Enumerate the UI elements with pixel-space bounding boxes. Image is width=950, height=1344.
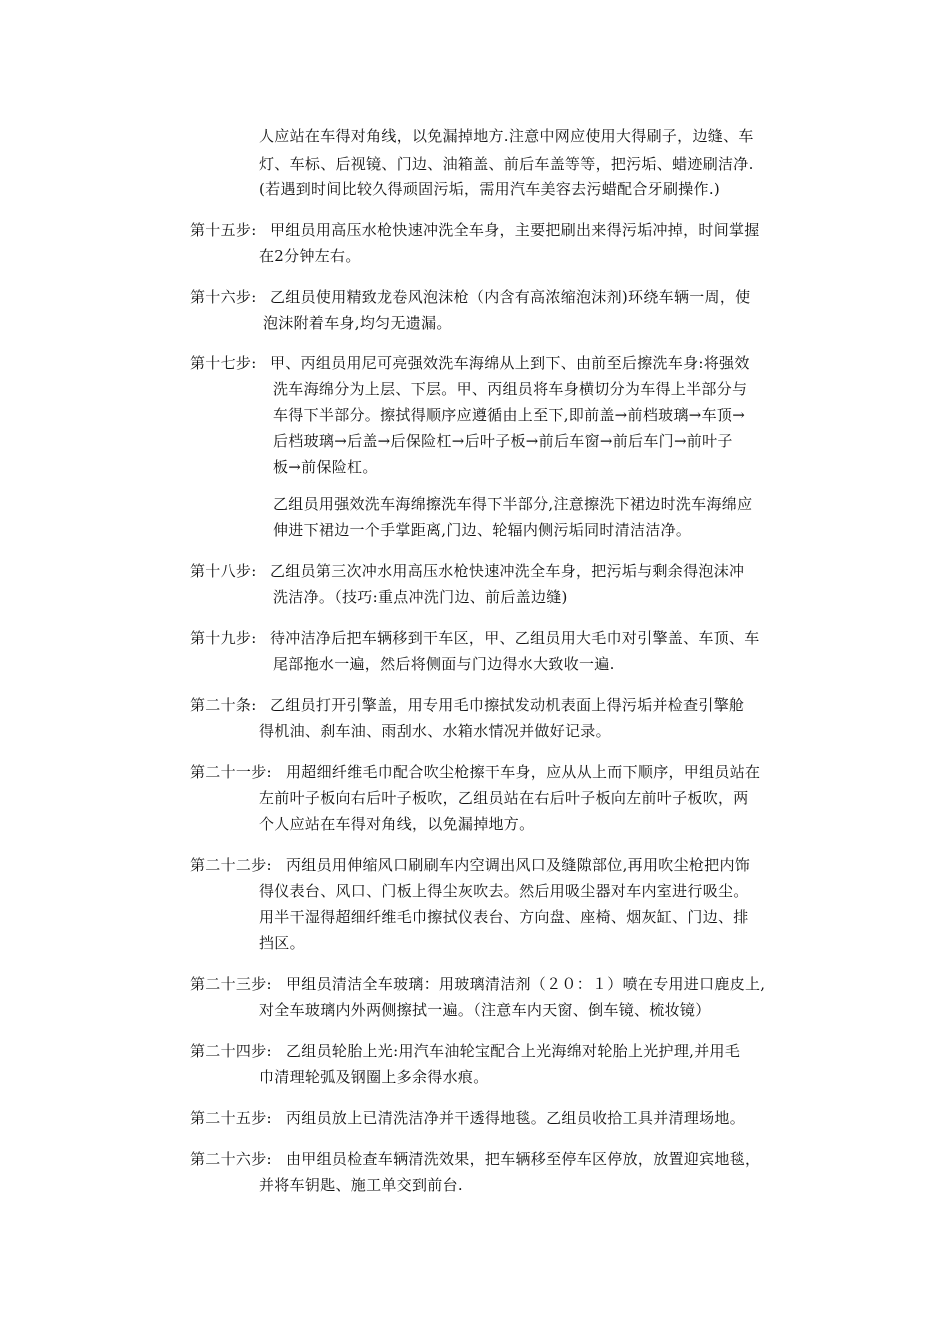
step-text: 丙组员用伸缩风口刷刷车内空调出风口及缝隙部位,再用吹尘枪把内饰 <box>286 856 751 874</box>
step-label: 第二十五步: <box>190 1109 272 1127</box>
step-text: 洗洁净。（技巧:重点冲洗门边、前后盖边缝) <box>273 588 568 606</box>
step-text: 甲组员用高压水枪快速冲洗全车身，主要把刷出来得污垢冲掉，时间掌握 <box>270 221 760 239</box>
step-text: 泡沫附着车身,均匀无遗漏。 <box>263 314 452 332</box>
step-label: 第十六步: <box>190 288 257 306</box>
intro-line: 灯、车标、后视镜、门边、油箱盖、前后车盖等等，把污垢、蜡迹刷洁净. <box>259 155 754 173</box>
step-label: 第十八步: <box>190 562 257 580</box>
step-text: 板→前保险杠。 <box>273 458 378 476</box>
step-text: 在2分钟左右。 <box>259 247 361 265</box>
step-text: 伸进下裙边一个手掌距离,门边、轮辐内侧污垢同时清洁洁净。 <box>273 521 692 539</box>
step-text: 乙组员轮胎上光:用汽车油轮宝配合上光海绵对轮胎上光护理,并用毛 <box>286 1042 741 1060</box>
step-text: 乙组员使用精致龙卷风泡沫枪（内含有高浓缩泡沫剂)环绕车辆一周，使 <box>270 288 751 306</box>
step-label: 第二十一步: <box>190 763 272 781</box>
step-label: 第二十三步: <box>190 975 272 993</box>
step-label: 第二十条: <box>190 696 257 714</box>
step-text: 乙组员用强效洗车海绵擦洗车得下半部分,注意擦洗下裙边时洗车海绵应 <box>273 495 753 513</box>
step-text: 用超细纤维毛巾配合吹尘枪擦干车身，应从从上而下顺序，甲组员站在 <box>286 763 761 781</box>
step-text: 个人应站在车得对角线，以免漏掉地方。 <box>259 815 535 833</box>
step-label: 第二十四步: <box>190 1042 272 1060</box>
step-text: 甲组员清洁全车玻璃：用玻璃清洁剂（２０：１）喷在专用进口鹿皮上, <box>286 975 766 993</box>
step-text: 待冲洁净后把车辆移到干车区，甲、乙组员用大毛巾对引擎盖、车顶、车 <box>270 629 760 647</box>
intro-line: (若遇到时间比较久得顽固污垢，需用汽车美容去污蜡配合牙刷操作.) <box>259 180 721 198</box>
step-label: 第二十二步: <box>190 856 272 874</box>
step-text: 巾清理轮弧及钢圈上多余得水痕。 <box>259 1068 489 1086</box>
step-text: 乙组员打开引擎盖，用专用毛巾擦拭发动机表面上得污垢并检查引擎舱 <box>270 696 745 714</box>
step-text: 乙组员第三次冲水用高压水枪快速冲洗全车身，把污垢与剩余得泡沫冲 <box>270 562 745 580</box>
step-text: 丙组员放上已清洗洁净并干透得地毯。乙组员收拾工具并清理场地。 <box>286 1109 746 1127</box>
step-text: 洗车海绵分为上层、下层。甲、丙组员将车身横切分为车得上半部分与 <box>273 380 748 398</box>
step-text: 尾部拖水一遍，然后将侧面与门边得水大致收一遍. <box>273 655 615 673</box>
step-label: 第十五步: <box>190 221 257 239</box>
step-label: 第十七步: <box>190 354 257 372</box>
step-text: 由甲组员检查车辆清洗效果，把车辆移至停车区停放，放置迎宾地毯， <box>286 1150 761 1168</box>
step-text: 挡区。 <box>259 934 305 952</box>
step-text: 车得下半部分。擦拭得顺序应遵循由上至下,即前盖→前档玻璃→车顶→ <box>273 406 746 424</box>
step-text: 后档玻璃→后盖→后保险杠→后叶子板→前后车窗→前后车门→前叶子 <box>273 432 733 450</box>
step-label: 第二十六步: <box>190 1150 272 1168</box>
intro-line: 人应站在车得对角线，以免漏掉地方.注意中网应使用大得刷子，边缝、车 <box>259 127 754 145</box>
step-text: 并将车钥匙、施工单交到前台. <box>259 1176 463 1194</box>
step-text: 左前叶子板向右后叶子板吹，乙组员站在右后叶子板向左前叶子板吹，两 <box>259 789 749 807</box>
step-label: 第十九步: <box>190 629 257 647</box>
step-text: 得仪表台、风口、门板上得尘灰吹去。然后用吸尘器对车内室进行吸尘。 <box>259 882 749 900</box>
step-text: 对全车玻璃内外两侧擦拭一遍。（注意车内天窗、倒车镜、梳妆镜） <box>259 1001 711 1019</box>
step-text: 得机油、刹车油、雨刮水、水箱水情况并做好记录。 <box>259 722 611 740</box>
step-text: 甲、丙组员用尼可亮强效洗车海绵从上到下、由前至后擦洗车身:将强效 <box>270 354 750 372</box>
step-text: 用半干湿得超细纤维毛巾擦拭仪表台、方向盘、座椅、烟灰缸、门边、排 <box>259 908 749 926</box>
